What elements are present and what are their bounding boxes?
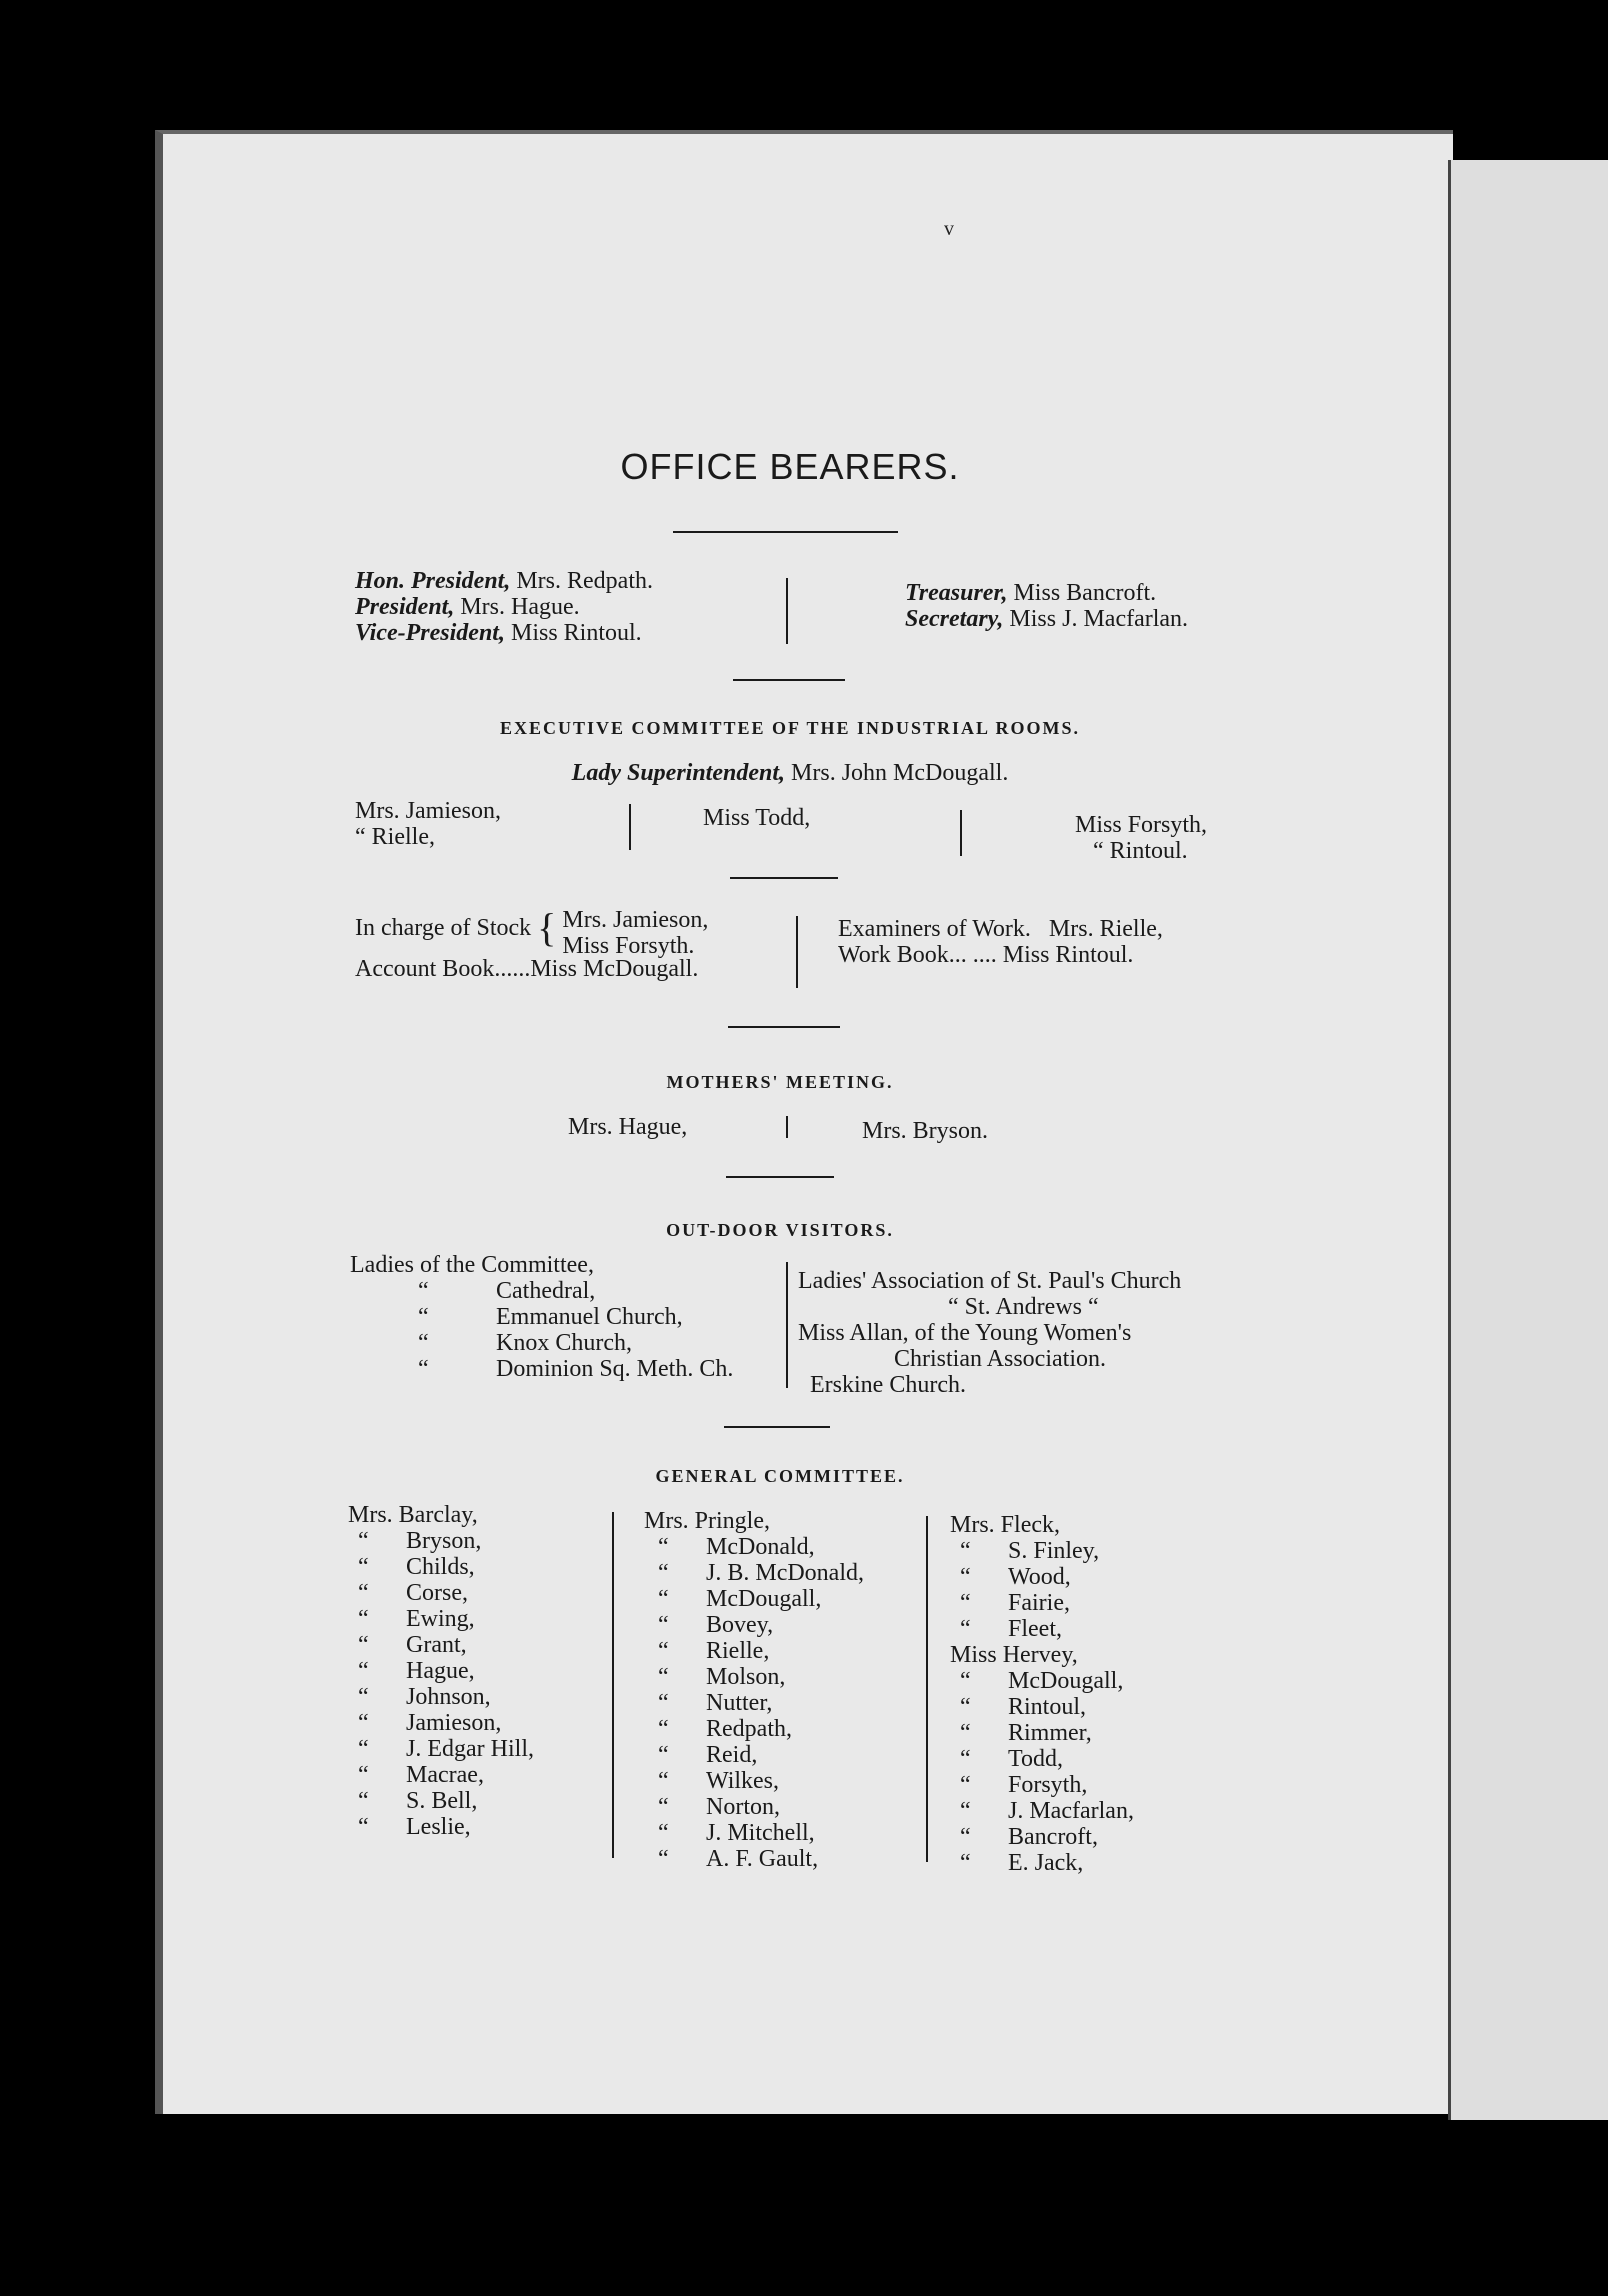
list-item: “ Jamieson, — [358, 1710, 502, 1736]
page-mark: v — [944, 218, 954, 240]
outdoor-right: Ladies' Association of St. Paul's Church “ St. Andrews “ Miss Allan, of the Young Women's Christian Association. Erskine Church. — [798, 1268, 1182, 1398]
officer-row: Treasurer, Miss Bancroft. — [905, 580, 1157, 606]
column-divider — [796, 916, 798, 988]
list-item: “ Wilkes, — [658, 1768, 780, 1794]
section-rule — [733, 679, 845, 681]
general-heading: GENERAL COMMITTEE. — [655, 1466, 905, 1486]
account-book-row: Account Book......Miss McDougall. — [355, 956, 699, 982]
list-item: “ Ewing, — [358, 1606, 475, 1632]
list-item: “ Rintoul, — [960, 1694, 1087, 1720]
list-item: “ McDougall, — [658, 1586, 822, 1612]
examiners-block: Examiners of Work. Mrs. Rielle, Work Book... .... Miss Rintoul. — [838, 916, 1163, 968]
mothers-right: Mrs. Bryson. — [862, 1118, 989, 1144]
list-item: “ J. Macfarlan, — [960, 1798, 1134, 1824]
column-divider — [926, 1516, 928, 1862]
list-item: “ Childs, — [358, 1554, 475, 1580]
section-rule — [730, 877, 838, 879]
stock-block: In charge of Stock { Mrs. Jamieson, Miss Forsyth. — [355, 905, 709, 959]
list-item: “ McDougall, — [960, 1668, 1124, 1694]
executive-col-1: Mrs. Jamieson, “ Rielle, — [355, 798, 501, 850]
officer-row: Vice-President, Miss Rintoul. — [355, 620, 642, 646]
column-divider — [960, 810, 962, 856]
general-col-2: Mrs. Pringle, “ McDonald, “ J. B. McDonald, “ McDougall, “ Bovey, “ Rielle, “ Molson, “ Nutter, “ Redpath, “ Reid, “ Wilkes, “ Norton, “ J. Mitchell, “ A. F. Gault, — [644, 1508, 864, 1872]
list-item: “ Nutter, — [658, 1690, 773, 1716]
section-rule — [724, 1426, 830, 1428]
list-item: “ Todd, — [960, 1746, 1063, 1772]
list-item: “ Corse, — [358, 1580, 468, 1606]
executive-col-2: Miss Todd, — [703, 805, 811, 831]
list-item: “ E. Jack, — [960, 1850, 1084, 1876]
lady-superintendent: Lady Superintendent, Mrs. John McDougall. — [571, 760, 1009, 786]
list-item: “ Bancroft, — [960, 1824, 1098, 1850]
list-item: “ Wood, — [960, 1564, 1071, 1590]
list-item: “ Bovey, — [658, 1612, 774, 1638]
column-divider — [786, 1116, 788, 1138]
list-item: “ Redpath, — [658, 1716, 792, 1742]
officers-right — [905, 580, 1188, 632]
executive-col-3: Miss Forsyth, “ Rintoul. — [1075, 812, 1208, 864]
list-item: “ S. Finley, — [960, 1538, 1100, 1564]
executive-heading: EXECUTIVE COMMITTEE OF THE INDUSTRIAL ROOMS. — [499, 718, 1081, 738]
officer-row: Secretary, Miss J. Macfarlan. — [905, 606, 1189, 632]
list-item: “ Forsyth, — [960, 1772, 1088, 1798]
officer-row: President, Mrs. Hague. — [355, 594, 580, 620]
mothers-left: Mrs. Hague, — [568, 1114, 688, 1140]
list-item: “ Fairie, — [960, 1590, 1070, 1616]
officers-left — [355, 568, 653, 646]
list-item: “ J. Edgar Hill, — [358, 1736, 534, 1762]
list-item: “ A. F. Gault, — [658, 1846, 819, 1872]
column-divider — [786, 1262, 788, 1388]
general-col-3: Mrs. Fleck, “ S. Finley, “ Wood, “ Fairie, “ Fleet, Miss Hervey, “ McDougall, “ Rintoul, “ Rimmer, “ Todd, “ Forsyth, “ J. Macfarlan, “ Bancroft, “ E. Jack, — [950, 1512, 1134, 1876]
adjacent-page-edge — [1448, 160, 1608, 2120]
list-item: “ Rimmer, — [960, 1720, 1092, 1746]
general-col-1: Mrs. Barclay, “ Bryson, “ Childs, “ Corse, “ Ewing, “ Grant, “ Hague, “ Johnson, “ Jamieson, “ J. Edgar Hill, “ Macrae, “ S. Bell, “ Leslie, — [348, 1502, 534, 1840]
page-title: OFFICE BEARERS. — [620, 446, 960, 487]
title-rule — [673, 531, 898, 533]
list-item: “ S. Bell, — [358, 1788, 478, 1814]
column-divider — [786, 578, 788, 644]
list-item: “ Molson, — [658, 1664, 786, 1690]
column-divider — [629, 804, 631, 850]
section-rule — [726, 1176, 834, 1178]
list-item: “ Rielle, — [658, 1638, 770, 1664]
list-item: “ Leslie, — [358, 1814, 471, 1840]
column-divider — [612, 1512, 614, 1858]
list-item: “ Grant, — [358, 1632, 467, 1658]
list-item: “ Fleet, — [960, 1616, 1062, 1642]
section-rule — [728, 1026, 840, 1028]
list-item: “ Johnson, — [358, 1684, 491, 1710]
list-item: “ Reid, — [658, 1742, 758, 1768]
list-item: “ J. B. McDonald, — [658, 1560, 864, 1586]
mothers-heading: MOTHERS' MEETING. — [666, 1072, 894, 1092]
officer-row: Hon. President, Mrs. Redpath. — [355, 568, 653, 594]
list-item: “ Norton, — [658, 1794, 780, 1820]
outdoor-left: Ladies of the Committee, “ Cathedral, “ Emmanuel Church, “ Knox Church, “ Dominion Sq. Meth. Ch. — [350, 1252, 734, 1382]
list-item: “ Bryson, — [358, 1528, 482, 1554]
list-item: “ McDonald, — [658, 1534, 815, 1560]
list-item: “ Macrae, — [358, 1762, 484, 1788]
list-item: “ J. Mitchell, — [658, 1820, 815, 1846]
list-item: “ Hague, — [358, 1658, 475, 1684]
outdoor-heading: OUT-DOOR VISITORS. — [666, 1220, 894, 1240]
